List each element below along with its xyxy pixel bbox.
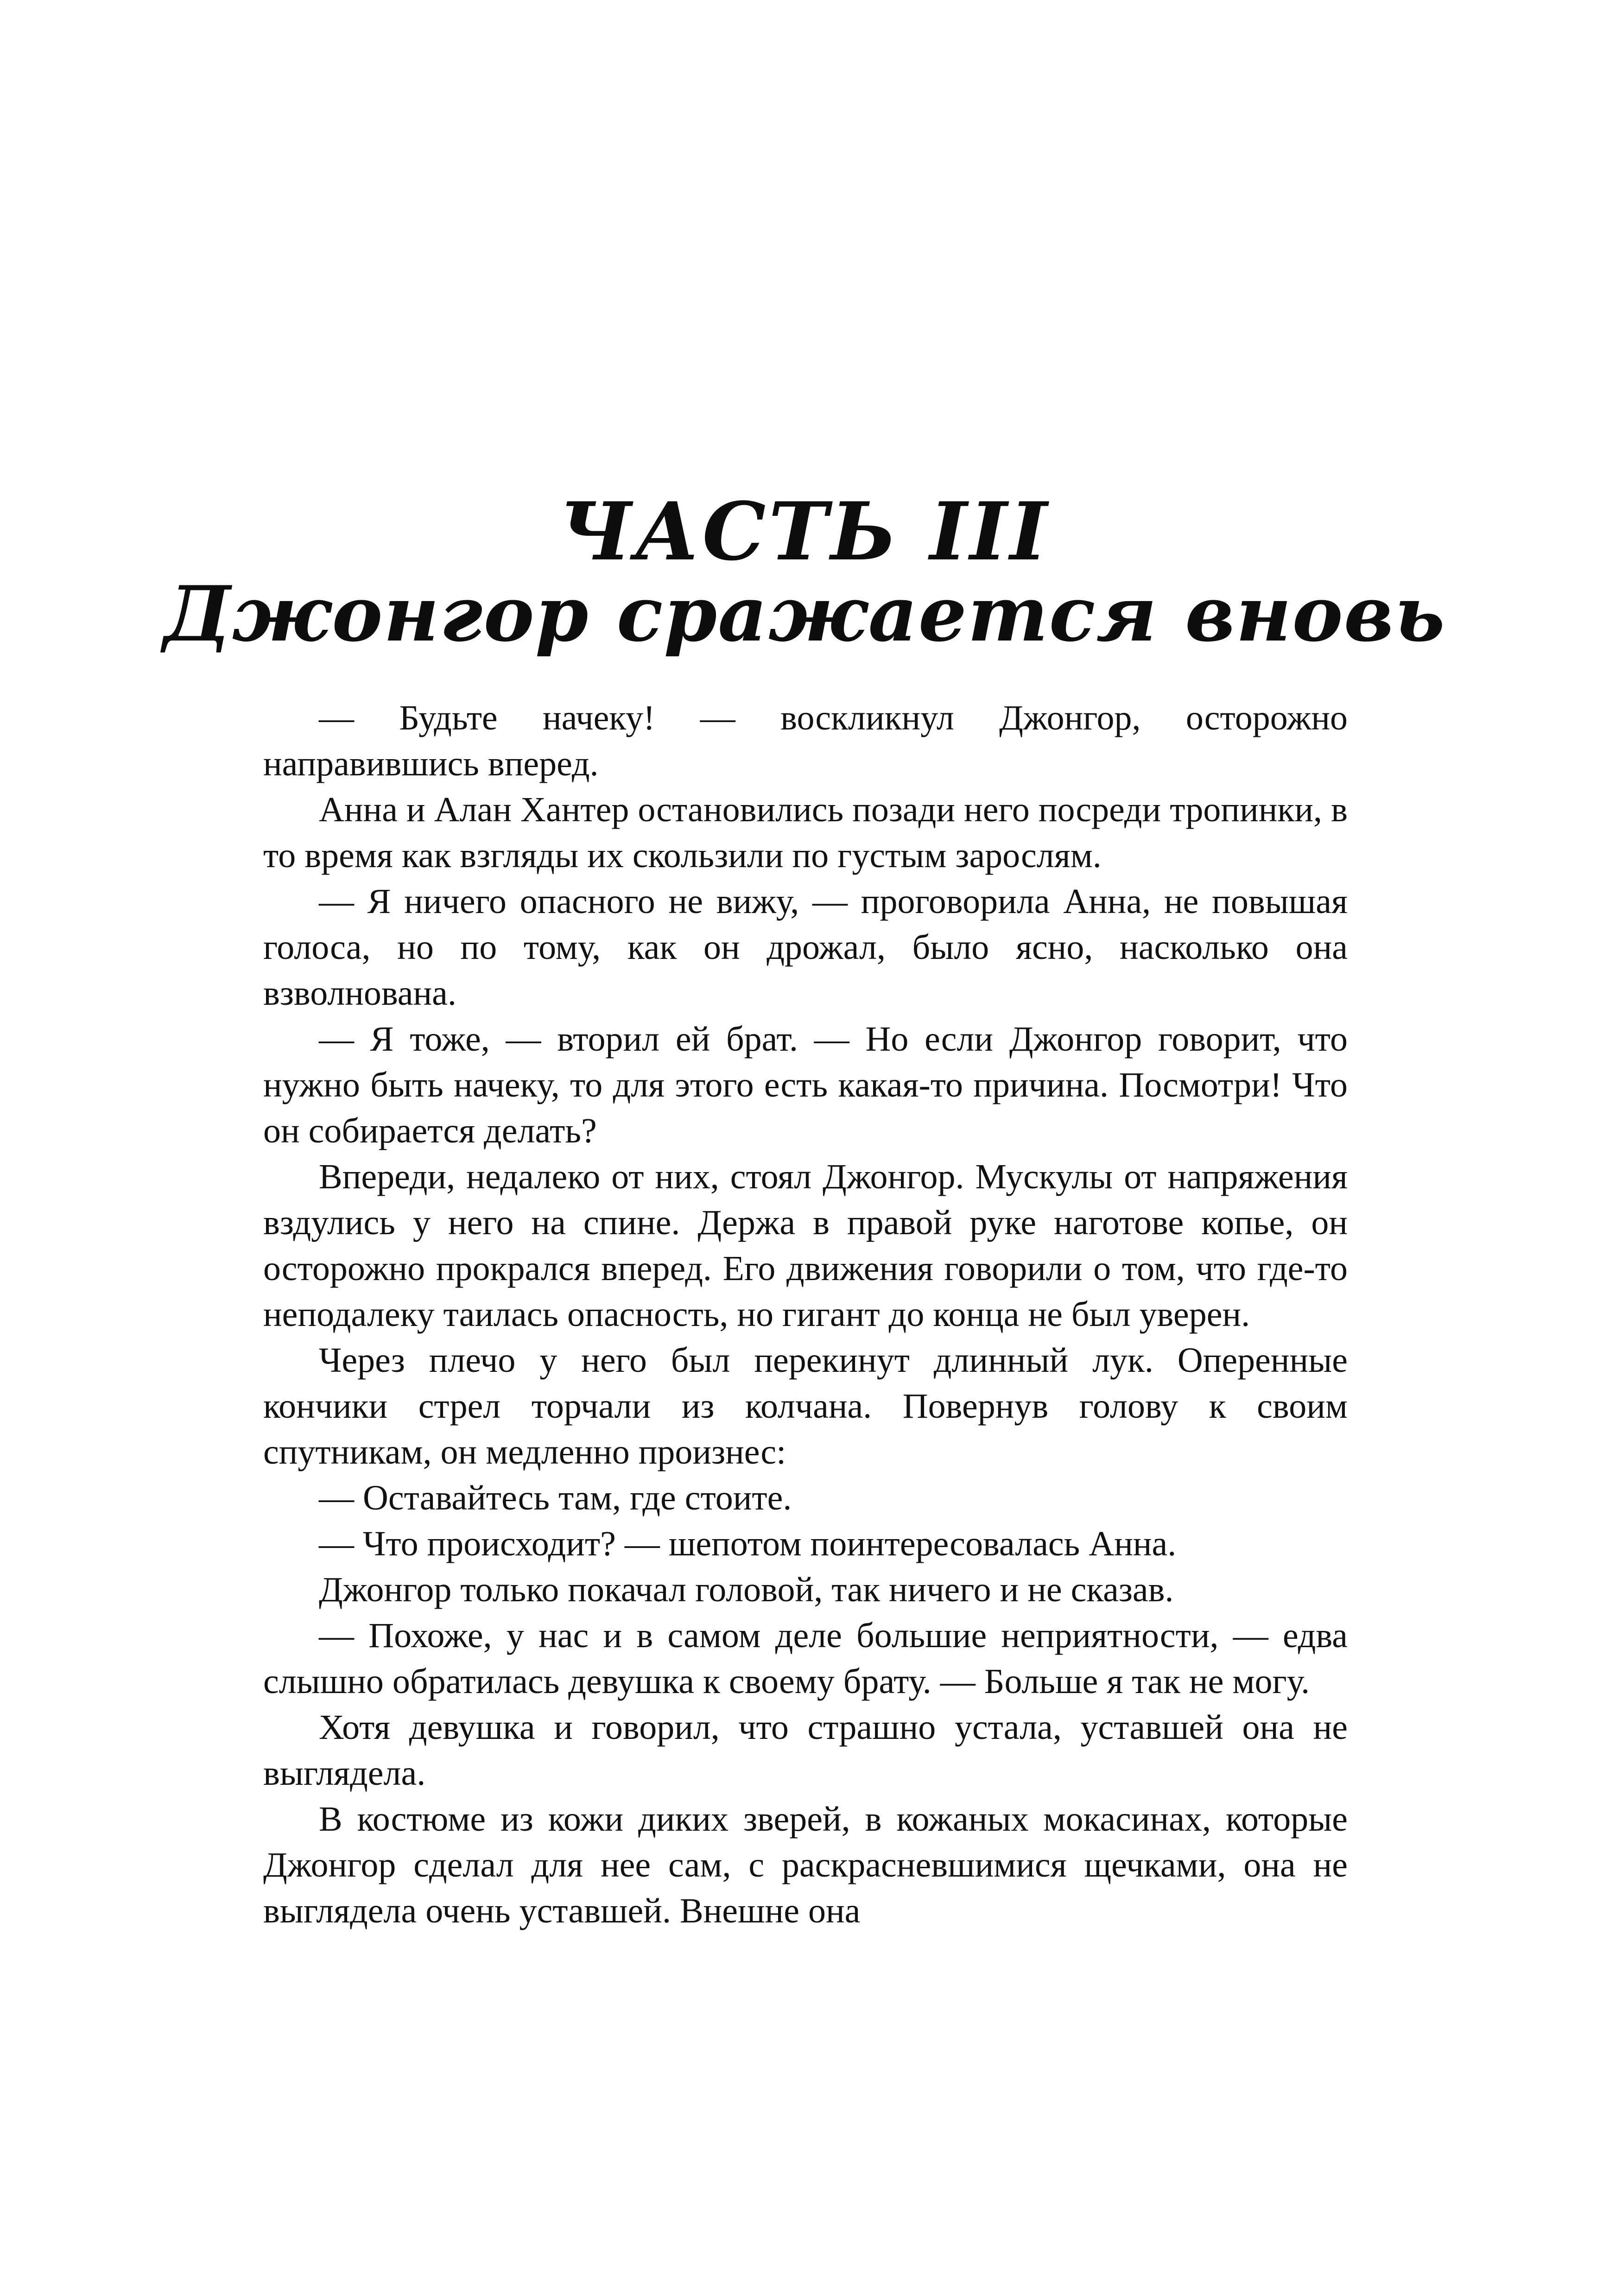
- paragraph: — Что происходит? — шепотом поинтересовалась Анна.: [319, 1524, 1177, 1563]
- paragraph: Через плечо у него был перекинут длинный лук. Оперенные кончики стрел торчали из колчана. Повернув голову к своим спутникам, он медленно произнес:: [263, 1341, 1348, 1471]
- paragraph: Джонгор только покачал головой, так ничего и не сказав.: [319, 1570, 1174, 1609]
- paragraph: Анна и Алан Хантер остановились позади него посреди тропинки, в то время как взгляды их скользили по густым зарослям.: [263, 790, 1348, 875]
- paragraph: Впереди, недалеко от них, стоял Джонгор. Мускулы от напряжения вздулись у него на спине. Держа в правой руке наготове копье, он осторожно прокрался вперед. Его движения говорили о том, что где-то неподалеку таилась опасность, но гигант до конца не был уверен.: [263, 1157, 1348, 1334]
- part-title: ЧАСТЬ III: [559, 484, 1050, 578]
- paragraph: Хотя девушка и говорил, что страшно устала, уставшей она не выглядела.: [263, 1708, 1348, 1793]
- paragraph: — Будьте начеку! — воскликнул Джонгор, осторожно направившись вперед.: [263, 698, 1348, 783]
- paragraph: В костюме из кожи диких зверей, в кожаных мокасинах, которые Джонгор сделал для нее сам, с раскрасневшимися щечками, она не выглядела очень уставшей. Внешне она: [263, 1800, 1348, 1930]
- paragraph: — Оставайтесь там, где стоите.: [319, 1478, 792, 1517]
- body-text: [263, 695, 1348, 1934]
- paragraph: — Я ничего опасного не вижу, — проговорила Анна, не повышая голоса, но по тому, как он дрожал, было ясно, насколько она взволнована.: [263, 882, 1348, 1013]
- paragraph: — Я тоже, — вторил ей брат. — Но если Джонгор говорит, что нужно быть начеку, то для этого есть какая-то причина. Посмотри! Что он собирается делать?: [263, 1020, 1348, 1150]
- chapter-title: Джонгор сражается вновь: [163, 569, 1446, 659]
- paragraph: — Похоже, у нас и в самом деле большие неприятности, — едва слышно обратилась девушка к своему брату. — Больше я так не могу.: [263, 1616, 1348, 1701]
